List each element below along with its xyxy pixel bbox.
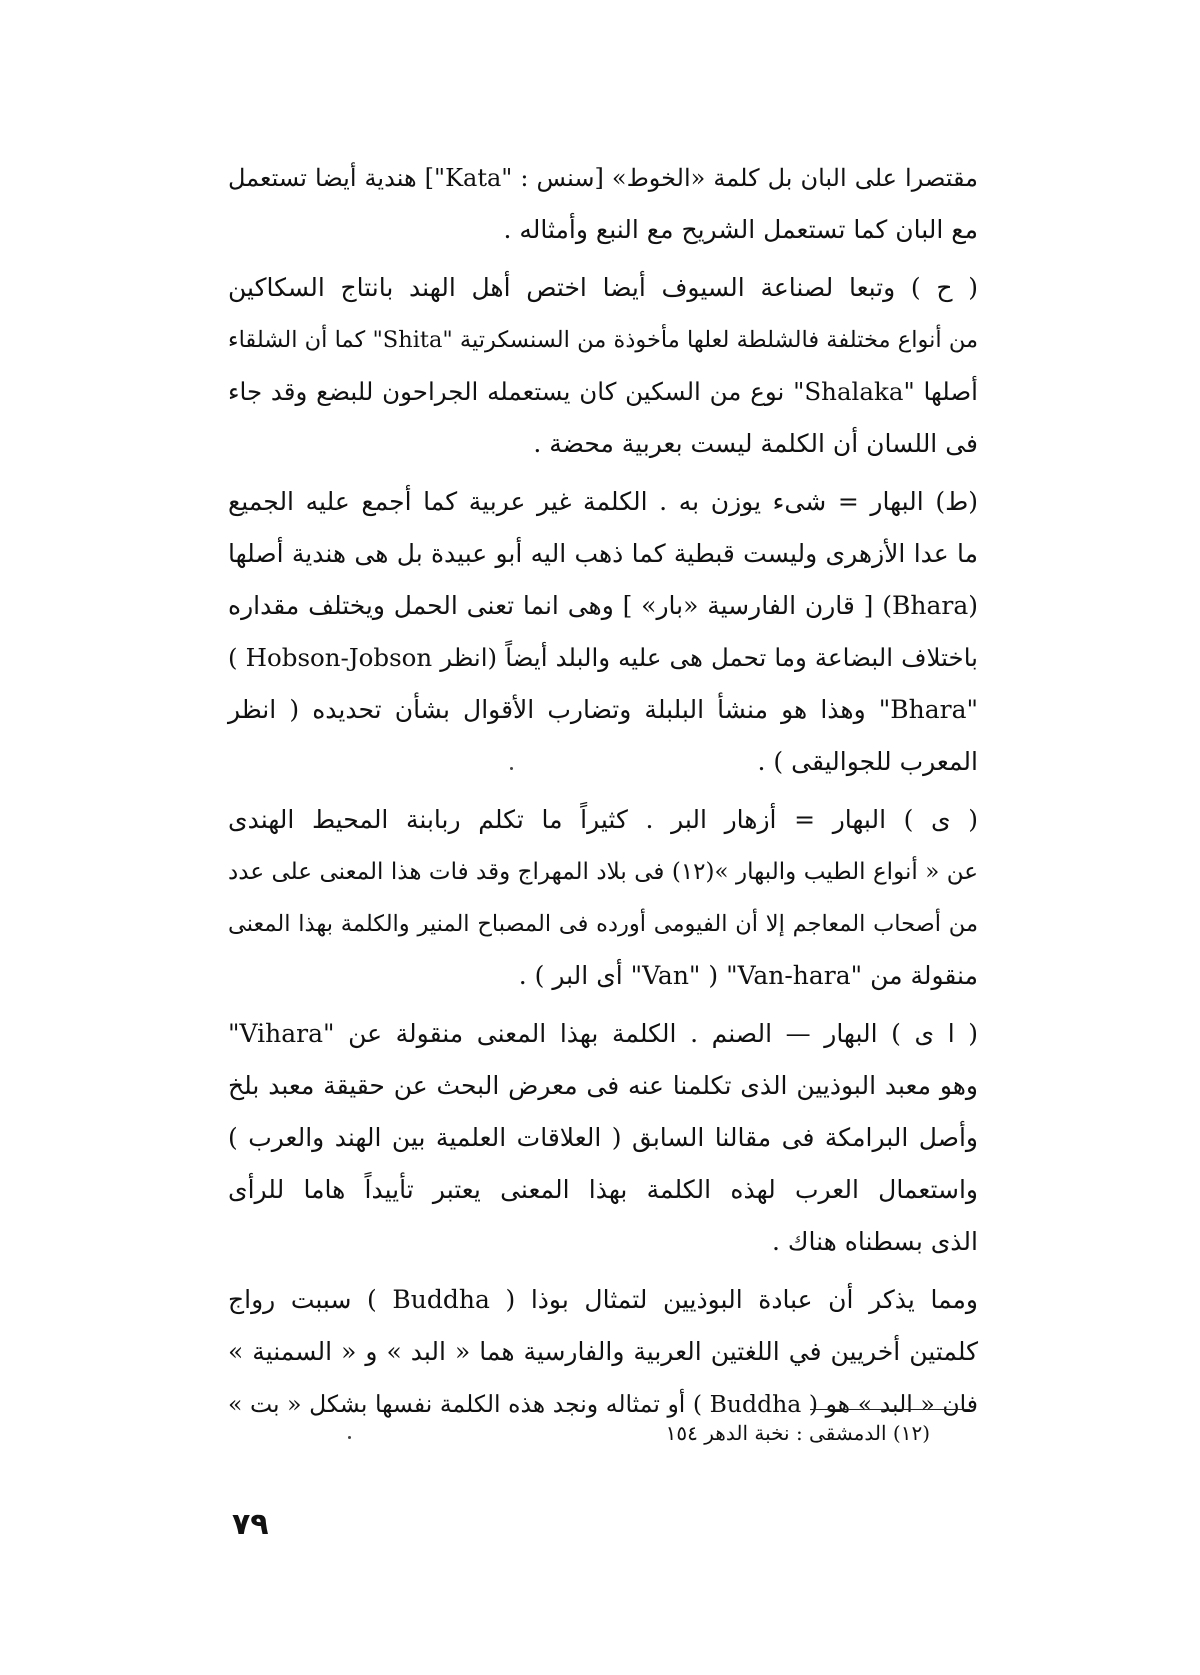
text-line: كلمتين أخريين في اللغتين العربية والفارسية هما « البد » و « السمنية » — [228, 1337, 979, 1366]
text-line: "Bhara" وهذا هو منشأ البلبلة وتضارب الأقوال بشأن تحديده ( انظر — [228, 695, 978, 724]
text-line: منقولة من "Van-hara" ( "Van" أى البر ) . — [518, 961, 978, 990]
paragraph-alif-ya — [228, 1008, 978, 1268]
text-line: ( ا ى ) البهار — الصنم . الكلمة بهذا المعنى منقولة عن "Vihara" — [228, 1019, 978, 1048]
text-line: مقتصرا على البان بل كلمة «الخوط» [سنس : "Kata"] هندية أيضا تستعمل — [228, 164, 979, 192]
text-line: الذى بسطناه هناك . — [771, 1227, 978, 1256]
text-line: من أصحاب المعاجم إلا أن الفيومى أورده فى المصباح المنير والكلمة بهذا المعنى — [228, 911, 978, 937]
paragraph-ta — [228, 476, 978, 788]
paragraph-buddha — [228, 1274, 978, 1430]
text-line: ومما يذكر أن عبادة البوذيين لتمثال بوذا ( Buddha ) سببت رواج — [228, 1285, 978, 1314]
text-line: وهو معبد البوذيين الذى تكلمنا عنه فى معرض البحث عن حقيقة معبد بلخ — [228, 1071, 978, 1100]
text-line: فى اللسان أن الكلمة ليست بعربية محضة . — [533, 429, 978, 458]
body-text — [228, 152, 978, 1434]
text-line: فان « البد » هو ( Buddha ) أو تمثاله ونجد هذه الكلمة نفسها بشكل « بت » — [228, 1390, 978, 1418]
text-line: مع البان كما تستعمل الشريح مع النبع وأمثاله . — [503, 215, 978, 244]
text-line: ما عدا الأزهرى وليست قبطية كما ذهب اليه أبو عبيدة بل هى هندية أصلها — [228, 539, 978, 568]
text-line: باختلاف البضاعة وما تحمل هى عليه والبلد أيضاً (انظر Hobson-Jobson ) — [228, 643, 978, 672]
paragraph-ha — [228, 262, 978, 470]
text-line: ( ح ) وتبعا لصناعة السيوف أيضا اختص أهل الهند بانتاج السكاكين — [228, 273, 978, 302]
text-line: وأصل البرامكة فى مقالنا السابق ( العلاقات العلمية بين الهند والعرب ) — [228, 1123, 978, 1152]
text-line: (Bhara) [ قارن الفارسية «بار» ] وهى انما تعنى الحمل ويختلف مقداره — [228, 591, 978, 620]
paragraph-intro — [228, 152, 978, 256]
scan-speck — [510, 767, 513, 770]
page-number: ٧٩ — [232, 1507, 269, 1542]
footnote-rule — [810, 1409, 970, 1410]
text-line: من أنواع مختلفة فالشلطة لعلها مأخوذة من السنسكرتية "Shita" كما أن الشلقاء — [228, 327, 978, 353]
text-line: ( ى ) البهار = أزهار البر . كثيراً ما تكلم ربابنة المحيط الهندى — [228, 805, 978, 834]
text-line: المعرب للجواليقى ) . — [757, 747, 978, 776]
text-line: واستعمال العرب لهذه الكلمة بهذا المعنى يعتبر تأييداً هاما للرأى — [228, 1175, 978, 1204]
text-line: (ط) البهار = شىء يوزن به . الكلمة غير عربية كما أجمع عليه الجميع — [228, 487, 978, 516]
text-line: أصلها "Shalaka" نوع من السكين كان يستعمله الجراحون للبضع وقد جاء — [228, 377, 978, 406]
text-line: عن « أنواع الطيب والبهار »(١٢) فى بلاد المهراج وقد فات هذا المعنى على عدد — [228, 859, 978, 885]
paragraph-ya — [228, 794, 978, 1002]
scan-speck — [348, 1436, 351, 1439]
footnote: (١٢) الدمشقى : نخبة الدهر ١٥٤ — [665, 1421, 930, 1445]
